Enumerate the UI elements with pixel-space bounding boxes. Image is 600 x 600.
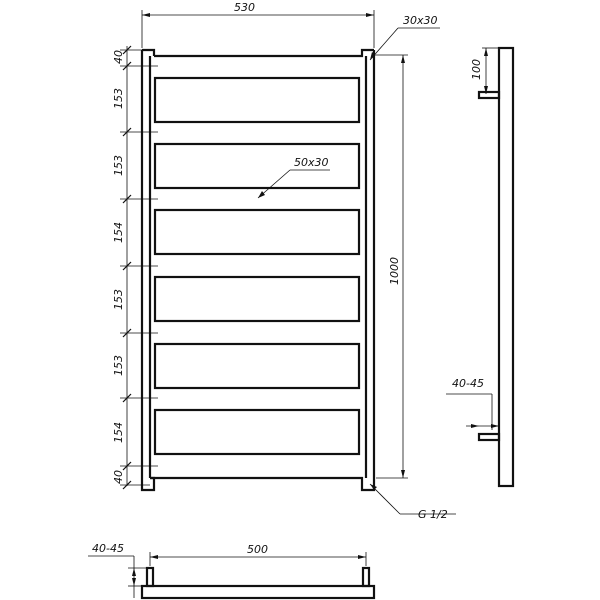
- rung-3: [155, 210, 359, 254]
- side-stub-bottom: [479, 434, 499, 440]
- label-profile-top: 30x30: [403, 14, 438, 27]
- dim-label-offset-bottom: 40: [112, 470, 125, 484]
- bottom-profile: [142, 586, 374, 598]
- dim-label-side-mount: 100: [470, 59, 483, 80]
- leader-thread: [370, 484, 456, 521]
- dim-label-bottom-projection: 40-45: [92, 542, 124, 555]
- dim-label-spacing-5: 153: [112, 355, 125, 376]
- dim-label-spacing-2: 153: [112, 155, 125, 176]
- dim-label-offset-top: 40: [112, 50, 125, 64]
- rung-4: [155, 277, 359, 321]
- rung-5: [155, 344, 359, 388]
- label-profile-rungs: 50x30: [294, 156, 329, 169]
- dim-label-spacing-1: 153: [112, 88, 125, 109]
- side-stub-top: [479, 92, 499, 98]
- leader-profile-top: [370, 14, 440, 60]
- side-view: [446, 48, 513, 486]
- left-stile: [142, 50, 154, 490]
- right-stile: [150, 50, 374, 490]
- front-view-frame: [142, 50, 374, 490]
- rung-6: [155, 410, 359, 454]
- bottom-stub-left: [147, 568, 153, 586]
- label-thread: G 1/2: [418, 508, 448, 521]
- side-profile: [499, 48, 513, 486]
- top-rail: [154, 50, 374, 56]
- dim-height-total: [376, 55, 408, 478]
- dim-label-spacing-3: 154: [112, 222, 125, 243]
- dim-label-spacing-4: 153: [112, 289, 125, 310]
- dim-label-width-top: 530: [234, 1, 255, 14]
- dim-width-top: [142, 1, 374, 48]
- dim-label-spacing-6: 154: [112, 422, 125, 443]
- dim-label-bottom-width: 500: [247, 543, 268, 556]
- leader-profile-rungs: [258, 156, 330, 198]
- dim-label-side-projection: 40-45: [452, 377, 484, 390]
- bottom-stub-right: [363, 568, 369, 586]
- bottom-view: [88, 542, 374, 598]
- rung-1: [155, 78, 359, 122]
- dim-label-height-total: 1000: [388, 257, 401, 285]
- rungs: [155, 78, 359, 454]
- dim-left-chain: [112, 46, 158, 489]
